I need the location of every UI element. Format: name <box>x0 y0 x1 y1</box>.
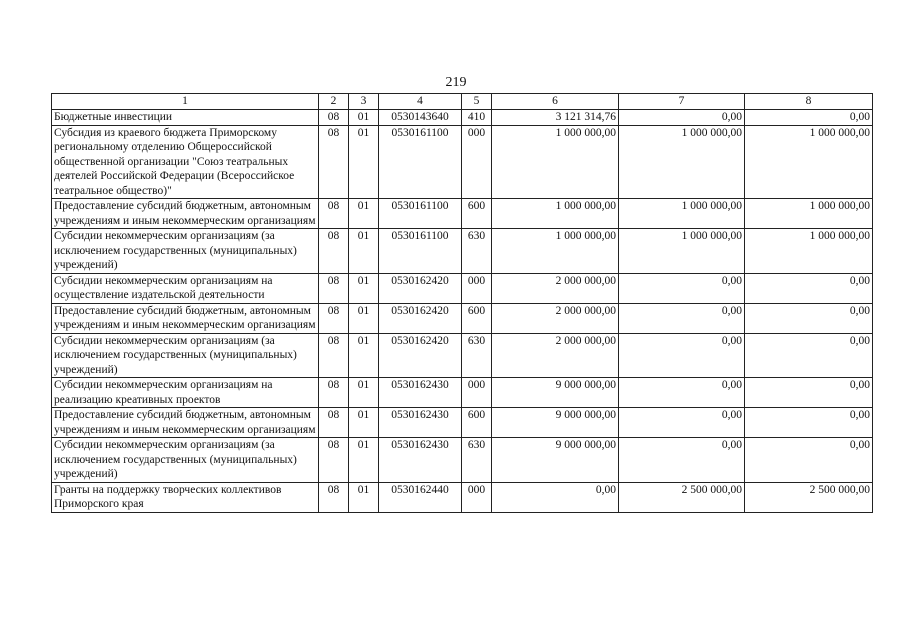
row-c4-cell: 0530162430 <box>379 378 462 408</box>
row-c7-cell: 0,00 <box>619 438 745 483</box>
row-c3-cell: 01 <box>349 333 379 378</box>
row-c8-cell: 0,00 <box>745 333 873 378</box>
header-cell: 5 <box>462 94 492 110</box>
row-name-cell: Субсидии некоммерческим организациям (за исключением государственных (муниципальных) учреждений) <box>52 333 319 378</box>
row-c5-cell: 000 <box>462 482 492 512</box>
row-name-cell: Субсидии некоммерческим организациям (за исключением государственных (муниципальных) учреждений) <box>52 438 319 483</box>
row-c6-cell: 1 000 000,00 <box>492 125 619 199</box>
table-row <box>52 303 873 333</box>
row-c4-cell: 0530161100 <box>379 229 462 274</box>
row-c5-cell: 600 <box>462 199 492 229</box>
row-c4-cell: 0530161100 <box>379 125 462 199</box>
row-c3-cell: 01 <box>349 408 379 438</box>
row-c8-cell: 0,00 <box>745 273 873 303</box>
page-number: 219 <box>445 75 467 90</box>
row-c6-cell: 9 000 000,00 <box>492 408 619 438</box>
table-body <box>52 110 873 513</box>
row-name-cell: Гранты на поддержку творческих коллективов Приморского края <box>52 482 319 512</box>
row-name-cell: Субсидии некоммерческим организациям (за исключением государственных (муниципальных) учреждений) <box>52 229 319 274</box>
table-row <box>52 229 873 274</box>
row-c7-cell: 1 000 000,00 <box>619 199 745 229</box>
row-c8-cell: 1 000 000,00 <box>745 199 873 229</box>
row-c7-cell: 0,00 <box>619 378 745 408</box>
row-c8-cell: 0,00 <box>745 438 873 483</box>
row-name-cell: Бюджетные инвестиции <box>52 110 319 126</box>
row-c3-cell: 01 <box>349 110 379 126</box>
row-c7-cell: 2 500 000,00 <box>619 482 745 512</box>
row-c5-cell: 000 <box>462 273 492 303</box>
header-cell: 7 <box>619 94 745 110</box>
row-c7-cell: 0,00 <box>619 110 745 126</box>
row-c6-cell: 1 000 000,00 <box>492 199 619 229</box>
row-name-cell: Субсидия из краевого бюджета Приморскому региональному отделению Общероссийской общественной организации "Союз театральных деятелей Российской Федерации (Всероссийское театральное общество)" <box>52 125 319 199</box>
row-c6-cell: 0,00 <box>492 482 619 512</box>
row-c4-cell: 0530162420 <box>379 303 462 333</box>
row-c4-cell: 0530162440 <box>379 482 462 512</box>
table-row <box>52 378 873 408</box>
row-c3-cell: 01 <box>349 229 379 274</box>
row-c7-cell: 0,00 <box>619 408 745 438</box>
row-c2-cell: 08 <box>319 199 349 229</box>
header-cell: 2 <box>319 94 349 110</box>
row-c2-cell: 08 <box>319 333 349 378</box>
row-c7-cell: 1 000 000,00 <box>619 125 745 199</box>
row-c2-cell: 08 <box>319 408 349 438</box>
row-c6-cell: 9 000 000,00 <box>492 438 619 483</box>
row-c5-cell: 630 <box>462 438 492 483</box>
row-c4-cell: 0530162430 <box>379 408 462 438</box>
row-c5-cell: 600 <box>462 303 492 333</box>
header-cell: 1 <box>52 94 319 110</box>
row-c8-cell: 0,00 <box>745 303 873 333</box>
table-row <box>52 273 873 303</box>
row-c2-cell: 08 <box>319 110 349 126</box>
row-c3-cell: 01 <box>349 273 379 303</box>
budget-table <box>51 93 873 513</box>
row-c7-cell: 1 000 000,00 <box>619 229 745 274</box>
row-c6-cell: 2 000 000,00 <box>492 303 619 333</box>
row-c2-cell: 08 <box>319 303 349 333</box>
row-name-cell: Субсидии некоммерческим организациям на реализацию креативных проектов <box>52 378 319 408</box>
row-name-cell: Предоставление субсидий бюджетным, автономным учреждениям и иным некоммерческим организациям <box>52 199 319 229</box>
table-row <box>52 110 873 126</box>
row-c2-cell: 08 <box>319 438 349 483</box>
row-c3-cell: 01 <box>349 438 379 483</box>
row-c4-cell: 0530161100 <box>379 199 462 229</box>
table-row <box>52 125 873 199</box>
row-c8-cell: 1 000 000,00 <box>745 125 873 199</box>
header-cell: 8 <box>745 94 873 110</box>
row-c5-cell: 000 <box>462 125 492 199</box>
row-name-cell: Предоставление субсидий бюджетным, автономным учреждениям и иным некоммерческим организациям <box>52 303 319 333</box>
header-cell: 3 <box>349 94 379 110</box>
row-c6-cell: 1 000 000,00 <box>492 229 619 274</box>
row-c2-cell: 08 <box>319 378 349 408</box>
header-row <box>52 94 873 110</box>
row-c4-cell: 0530162420 <box>379 273 462 303</box>
row-c4-cell: 0530162430 <box>379 438 462 483</box>
table-row <box>52 438 873 483</box>
row-c6-cell: 3 121 314,76 <box>492 110 619 126</box>
row-c5-cell: 410 <box>462 110 492 126</box>
row-c2-cell: 08 <box>319 229 349 274</box>
row-c5-cell: 630 <box>462 229 492 274</box>
row-c6-cell: 9 000 000,00 <box>492 378 619 408</box>
row-c5-cell: 000 <box>462 378 492 408</box>
row-name-cell: Субсидии некоммерческим организациям на осуществление издательской деятельности <box>52 273 319 303</box>
row-name-cell: Предоставление субсидий бюджетным, автономным учреждениям и иным некоммерческим организациям <box>52 408 319 438</box>
row-c3-cell: 01 <box>349 199 379 229</box>
row-c5-cell: 630 <box>462 333 492 378</box>
row-c7-cell: 0,00 <box>619 303 745 333</box>
row-c8-cell: 1 000 000,00 <box>745 229 873 274</box>
row-c3-cell: 01 <box>349 303 379 333</box>
row-c8-cell: 2 500 000,00 <box>745 482 873 512</box>
table-row <box>52 482 873 512</box>
row-c8-cell: 0,00 <box>745 378 873 408</box>
row-c6-cell: 2 000 000,00 <box>492 273 619 303</box>
header-cell: 6 <box>492 94 619 110</box>
row-c4-cell: 0530143640 <box>379 110 462 126</box>
row-c8-cell: 0,00 <box>745 110 873 126</box>
row-c2-cell: 08 <box>319 273 349 303</box>
table-row <box>52 199 873 229</box>
table-row <box>52 408 873 438</box>
row-c7-cell: 0,00 <box>619 333 745 378</box>
row-c3-cell: 01 <box>349 378 379 408</box>
header-cell: 4 <box>379 94 462 110</box>
row-c2-cell: 08 <box>319 482 349 512</box>
row-c3-cell: 01 <box>349 482 379 512</box>
table-row <box>52 333 873 378</box>
row-c5-cell: 600 <box>462 408 492 438</box>
row-c6-cell: 2 000 000,00 <box>492 333 619 378</box>
row-c2-cell: 08 <box>319 125 349 199</box>
row-c3-cell: 01 <box>349 125 379 199</box>
row-c7-cell: 0,00 <box>619 273 745 303</box>
row-c4-cell: 0530162420 <box>379 333 462 378</box>
row-c8-cell: 0,00 <box>745 408 873 438</box>
